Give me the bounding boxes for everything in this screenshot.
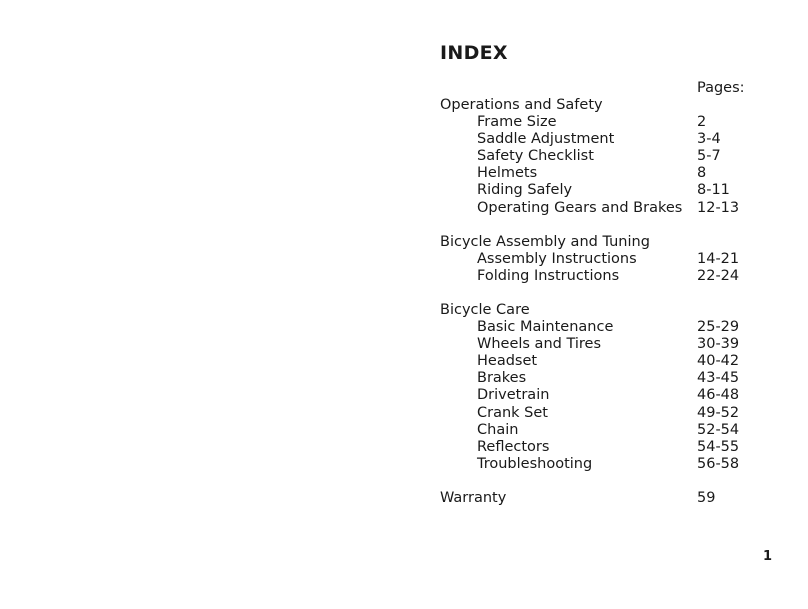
toc-section xyxy=(440,97,770,217)
toc-entry-label: Assembly Instructions xyxy=(477,250,637,267)
toc-entry xyxy=(440,200,770,217)
toc-section xyxy=(440,490,770,507)
toc-entry-label: Crank Set xyxy=(477,404,548,421)
toc-entry xyxy=(440,439,770,456)
toc-entry-pages: 54-55 xyxy=(697,438,740,455)
toc-entry-pages: 8-11 xyxy=(697,182,730,199)
toc-entry xyxy=(440,336,770,353)
toc-entry-pages: 46-48 xyxy=(697,387,740,404)
toc-entry-label: Helmets xyxy=(477,165,538,182)
toc-entry xyxy=(440,405,770,422)
toc-section xyxy=(440,234,770,285)
toc-section-heading xyxy=(440,302,770,319)
toc-entry-label: Frame Size xyxy=(477,114,557,131)
toc-entry xyxy=(440,370,770,387)
toc-entry-label: Brakes xyxy=(477,370,527,387)
toc-entry-pages: 25-29 xyxy=(697,319,740,336)
toc-entry xyxy=(440,251,770,268)
toc-entry-pages: 8 xyxy=(697,165,707,182)
toc-entry xyxy=(440,165,770,182)
toc-entry-label: Riding Safely xyxy=(477,182,573,199)
toc-entry-pages: 40-42 xyxy=(697,353,740,370)
toc-section-heading xyxy=(440,490,770,507)
toc-entry xyxy=(440,268,770,285)
toc-section-heading xyxy=(440,97,770,114)
toc-entry-pages: 2 xyxy=(697,114,707,131)
toc-entry-label: Troubleshooting xyxy=(477,455,593,472)
toc-entry-label: Basic Maintenance xyxy=(477,319,614,336)
toc-entry-pages: 49-52 xyxy=(697,404,740,421)
section-heading-label: Operations and Safety xyxy=(440,97,603,113)
section-heading-label: Bicycle Assembly and Tuning xyxy=(440,233,650,250)
page-number: 1 xyxy=(763,549,773,564)
toc-entry-label: Wheels and Tires xyxy=(477,336,602,353)
toc-entry-pages: 5-7 xyxy=(697,148,721,165)
toc-entry-pages: 52-54 xyxy=(697,421,740,438)
toc-entry xyxy=(440,182,770,199)
toc-entry-pages: 3-4 xyxy=(697,131,721,148)
toc-entry xyxy=(440,114,770,131)
toc-entry xyxy=(440,422,770,439)
toc-entry-label: Saddle Adjustment xyxy=(477,131,615,148)
section-heading-label: Bicycle Care xyxy=(440,301,530,318)
toc-entry xyxy=(440,319,770,336)
toc-entry xyxy=(440,131,770,148)
page-title: INDEX xyxy=(440,42,508,64)
toc-entry-label: Folding Instructions xyxy=(477,267,620,284)
toc-entry-pages: 14-21 xyxy=(697,250,740,267)
toc-entry-pages: 43-45 xyxy=(697,370,740,387)
toc-entry-label: Reflectors xyxy=(477,438,550,455)
section-heading-pages: 59 xyxy=(697,489,716,506)
toc-entry-label: Safety Checklist xyxy=(477,148,594,165)
toc-entry-label: Operating Gears and Brakes xyxy=(477,199,683,216)
toc-entry xyxy=(440,456,770,473)
toc-entry-pages: 30-39 xyxy=(697,336,740,353)
toc-entry-label: Drivetrain xyxy=(477,387,550,404)
toc-entry-label: Headset xyxy=(477,353,538,370)
toc-section xyxy=(440,302,770,473)
toc-entry xyxy=(440,148,770,165)
toc-entry-pages: 22-24 xyxy=(697,267,740,284)
table-of-contents xyxy=(440,97,770,524)
toc-entry-label: Chain xyxy=(477,421,519,438)
toc-entry xyxy=(440,387,770,404)
toc-entry xyxy=(440,353,770,370)
section-heading-label: Warranty xyxy=(440,489,507,506)
toc-entry-pages: 12-13 xyxy=(697,199,740,216)
toc-section-heading xyxy=(440,234,770,251)
toc-entry-pages: 56-58 xyxy=(697,455,740,472)
pages-column-header: Pages: xyxy=(697,80,745,96)
